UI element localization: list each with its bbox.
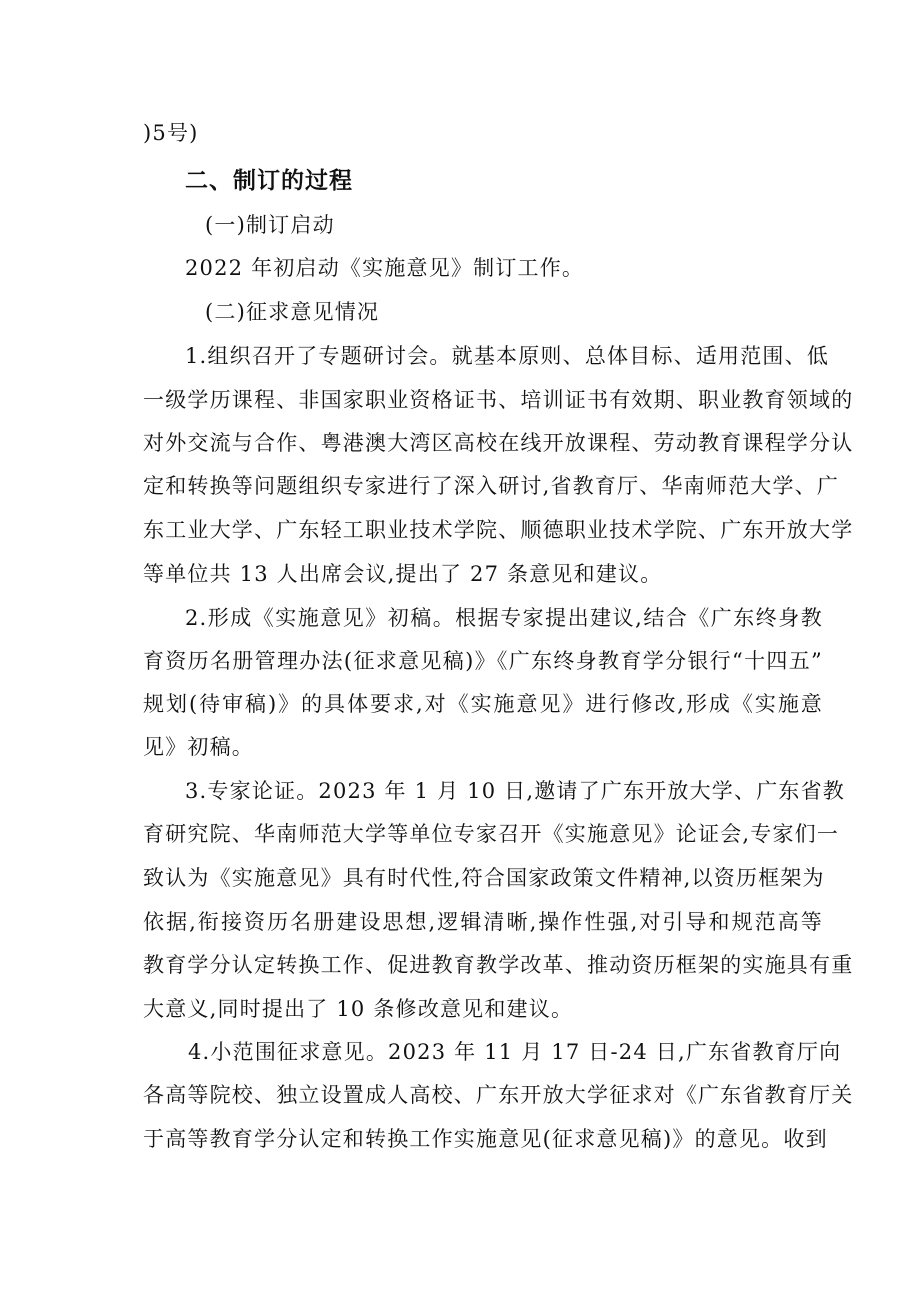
paragraph-4-line-3: 于高等教育学分认定和转换工作实施意见(征求意见稿)》的意见。收到: [143, 1127, 828, 1151]
paragraph-1-line-3: 对外交流与合作、粤港澳大湾区高校在线开放课程、劳动教育课程学分认: [143, 431, 854, 455]
continued-reference-line: )5号): [143, 121, 199, 145]
paragraph-1-line-2: 一级学历课程、非国家职业资格证书、培训证书有效期、职业教育领域的: [143, 388, 854, 412]
paragraph-3-line-3: 致认为《实施意见》具有时代性,符合国家政策文件精神,以资历框架为: [143, 866, 825, 890]
subheading-consultation: (二)征求意见情况: [205, 300, 380, 324]
paragraph-start: 2022 年初启动《实施意见》制订工作。: [185, 256, 585, 280]
paragraph-2-line-3: 规划(待审稿)》的具体要求,对《实施意见》进行修改,形成《实施意: [143, 692, 823, 716]
paragraph-3-line-6: 大意义,同时提出了 10 条修改意见和建议。: [143, 997, 574, 1021]
section-heading-process: 二、制订的过程: [185, 168, 353, 194]
paragraph-1-line-4: 定和转换等问题组织专家进行了深入研讨,省教育厅、华南师范大学、广: [143, 474, 840, 498]
paragraph-3-line-4: 依据,衔接资历名册建设思想,逻辑清晰,操作性强,对引导和规范高等: [143, 910, 823, 934]
paragraph-2-line-4: 见》初稿。: [143, 735, 254, 759]
paragraph-4-line-1: 4.小范围征求意见。2023 年 11 月 17 日-24 日,广东省教育厅向: [188, 1040, 842, 1064]
paragraph-2-line-1: 2.形成《实施意见》初稿。根据专家提出建议,结合《广东终身教: [185, 606, 823, 630]
paragraph-1-line-1: 1.组织召开了专题研讨会。就基本原则、总体目标、适用范围、低: [185, 344, 830, 368]
paragraph-3-line-5: 教育学分认定转换工作、促进教育教学改革、推动资历框架的实施具有重: [143, 953, 854, 977]
paragraph-1-line-6: 等单位共 13 人出席会议,提出了 27 条意见和建议。: [143, 562, 663, 586]
paragraph-4-line-2: 各高等院校、独立设置成人高校、广东开放大学征求对《广东省教育厅关: [143, 1083, 854, 1107]
subheading-start: (一)制订启动: [205, 213, 335, 237]
paragraph-3-line-2: 育研究院、华南师范大学等单位专家召开《实施意见》论证会,专家们一: [143, 822, 840, 846]
paragraph-3-line-1: 3.专家论证。2023 年 1 月 10 日,邀请了广东开放大学、广东省教: [185, 779, 846, 803]
paragraph-2-line-2: 育资历名册管理办法(征求意见稿)》《广东终身教育学分银行“十四五”: [143, 649, 823, 673]
paragraph-1-line-5: 东工业大学、广东轻工职业技术学院、顺德职业技术学院、广东开放大学: [143, 518, 854, 542]
